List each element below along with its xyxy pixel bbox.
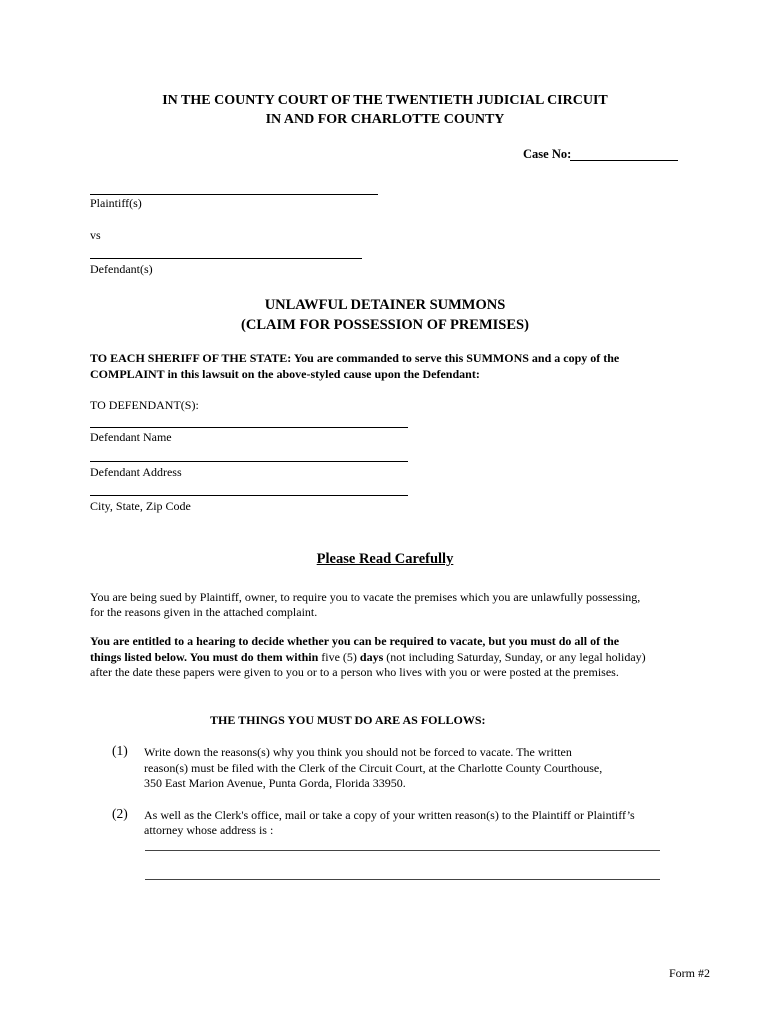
notice-para2-line2 (90, 650, 646, 666)
defendant-name-field[interactable] (90, 427, 408, 428)
sheriff-command-line1: TO EACH SHERIFF OF THE STATE: You are commanded to serve this SUMMONS and a copy of the (90, 351, 620, 365)
item-1-line1: Write down the reasons(s) why you think you should not be forced to vacate. The written (144, 745, 572, 759)
item-2-number: (2) (112, 806, 128, 821)
defendant-name-label: Defendant Name (90, 430, 172, 444)
attorney-address-field-1[interactable] (145, 850, 660, 851)
notice-para2-line1: You are entitled to a hearing to decide whether you can be required to vacate, but you must do all of the (90, 634, 620, 648)
case-no-field[interactable] (570, 160, 678, 161)
defendant-label: Defendant(s) (90, 262, 153, 276)
defendant-field[interactable] (90, 258, 362, 259)
things-heading: THE THINGS YOU MUST DO ARE AS FOLLOWS: (210, 713, 486, 727)
para2-deadline-days: days (359, 650, 384, 664)
para2-deadline-bold: things listed below. You must do them within (90, 650, 319, 664)
item-2-line1: As well as the Clerk's office, mail or take a copy of your written reason(s) to the Plaintiff or Plaintiff’s (144, 808, 635, 822)
plaintiff-label: Plaintiff(s) (90, 196, 142, 210)
versus-label: vs (90, 228, 101, 242)
defendant-address-label: Defendant Address (90, 465, 182, 479)
court-name-line2: IN AND FOR CHARLOTTE COUNTY (265, 112, 505, 127)
attorney-address-field-2[interactable] (145, 879, 660, 880)
to-defendant-label: TO DEFENDANT(S): (90, 398, 199, 412)
plaintiff-field[interactable] (90, 194, 378, 195)
notice-para1-line1: You are being sued by Plaintiff, owner, to require you to vacate the premises which you are unlawfully possessing, (90, 590, 641, 604)
item-1-line3: 350 East Marion Avenue, Punta Gorda, Florida 33950. (144, 776, 406, 790)
city-state-zip-field[interactable] (90, 495, 408, 496)
notice-heading: Please Read Carefully (316, 551, 454, 567)
item-2-line2: attorney whose address is : (144, 823, 274, 837)
para2-deadline-count: five (5) (321, 650, 357, 664)
city-state-zip-label: City, State, Zip Code (90, 499, 191, 513)
case-no-label: Case No: (523, 147, 572, 161)
notice-para1-line2: for the reasons given in the attached complaint. (90, 605, 318, 619)
notice-para2-line3: after the date these papers were given to you or to a person who lives with you or were posted at the premises. (90, 665, 619, 679)
defendant-address-field[interactable] (90, 461, 408, 462)
form-number: Form #2 (669, 966, 711, 980)
para2-deadline-exclusions: (not including Saturday, Sunday, or any legal holiday) (386, 650, 646, 664)
court-name-line1: IN THE COUNTY COURT OF THE TWENTIETH JUDICIAL CIRCUIT (162, 93, 608, 108)
summons-title-line1: UNLAWFUL DETAINER SUMMONS (264, 297, 506, 313)
sheriff-command-line2: COMPLAINT in this lawsuit on the above-styled cause upon the Defendant: (90, 367, 480, 381)
item-1-line2: reason(s) must be filed with the Clerk of the Circuit Court, at the Charlotte County Courthouse, (144, 761, 603, 775)
summons-title-line2: (CLAIM FOR POSSESSION OF PREMISES) (241, 317, 529, 333)
item-1-number: (1) (112, 743, 128, 758)
